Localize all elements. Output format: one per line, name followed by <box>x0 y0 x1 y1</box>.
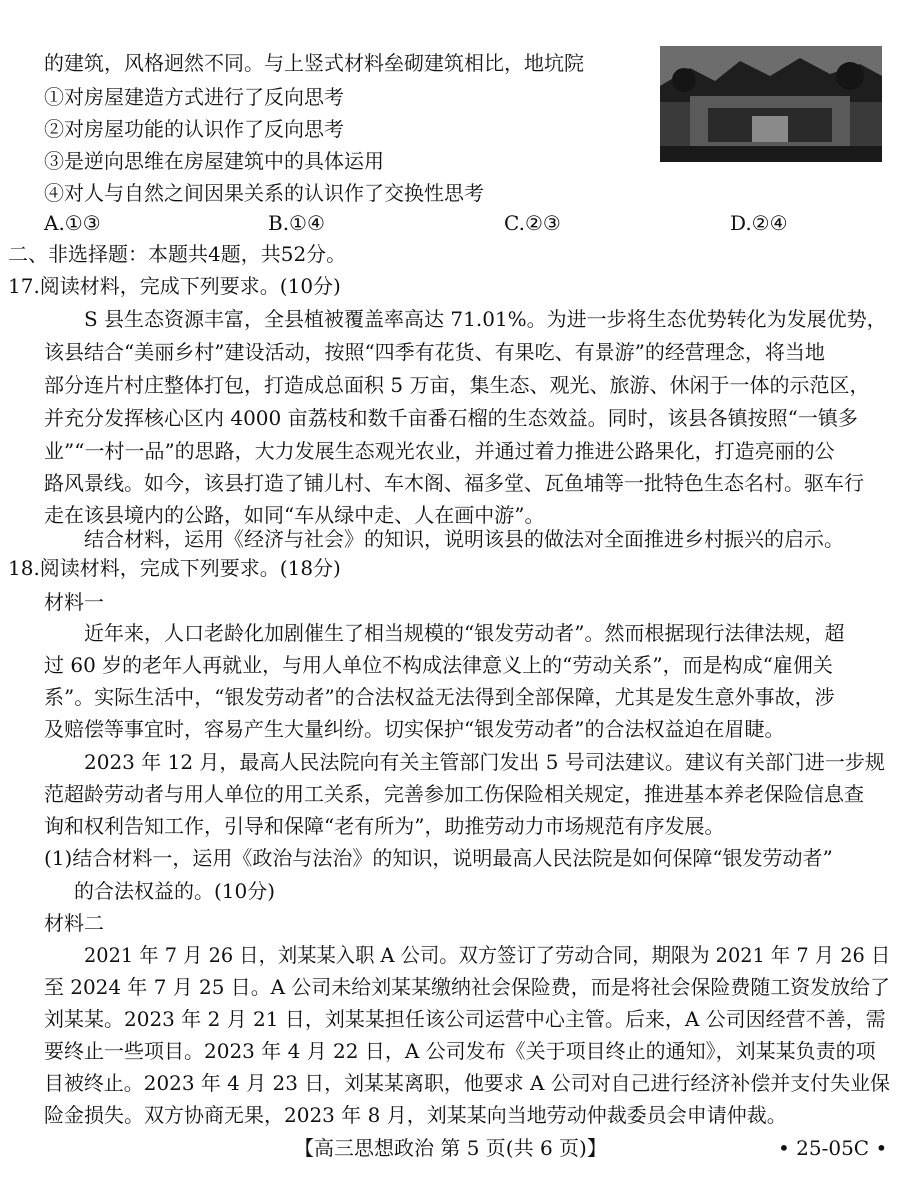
q18-material1-label: 材料一 <box>44 590 104 614</box>
q18-m1-line: 过 60 岁的老年人再就业，与用人单位不构成法律意义上的“劳动关系”，而是构成“雇佣关 <box>44 653 833 677</box>
q18-m2-line: 险金损失。双方协商无果，2023 年 8 月，刘某某向当地劳动仲裁委员会申请仲裁。 <box>44 1103 787 1127</box>
q18-m2-line: 目被终止。2023 年 4 月 23 日，刘某某离职，他要求 A 公司对自己进行经济补偿并支付失业保 <box>44 1071 890 1095</box>
q18-sub1-line: 的合法权益的。(10分) <box>74 879 276 903</box>
q18-sub1-line: (1)结合材料一，运用《政治与法治》的知识，说明最高人民法院是如何保障“银发劳动者” <box>44 846 833 870</box>
q16-statement-1: ①对房屋建造方式进行了反向思考 <box>44 85 344 109</box>
q17-para-line: 并充分发挥核心区内 4000 亩荔枝和数千亩番石榴的生态效益。同时，该县各镇按照“一镇多 <box>44 406 858 430</box>
q18-m1-line: 系”。实际生活中，“银发劳动者”的合法权益无法得到全部保障，尤其是发生意外事故，涉 <box>44 685 835 709</box>
q16-stem-end: 的建筑，风格迥然不同。与上竖式材料垒砌建筑相比，地坑院 <box>44 51 584 75</box>
q18-m1-line: 2023 年 12 月，最高人民法院向有关主管部门发出 5 号司法建议。建议有关部门进一步规 <box>84 750 885 774</box>
q17-question: 结合材料，运用《经济与社会》的知识，说明该县的做法对全面推进乡村振兴的启示。 <box>84 527 844 551</box>
q18-m2-line: 至 2024 年 7 月 25 日。A 公司未给刘某某缴纳社会保险费，而是将社会保险费随工资发放给了 <box>44 975 890 999</box>
q18-title: 18.阅读材料，完成下列要求。(18分) <box>8 556 341 580</box>
q17-para-line: 走在该县境内的公路，如同“车从绿中走、人在画中游”。 <box>44 503 545 527</box>
q16-statement-2: ②对房屋功能的认识作了反向思考 <box>44 117 344 141</box>
q18-m2-line: 2021 年 7 月 26 日，刘某某入职 A 公司。双方签订了劳动合同，期限为 2021 年 7 月 26 日 <box>84 943 891 967</box>
q18-m1-line: 询和权利告知工作，引导和保障“老有所为”，助推劳动力市场规范有序发展。 <box>44 814 725 838</box>
dikengyuan-photo <box>660 46 882 162</box>
q17-para-line: 路风景线。如今，该县打造了铺儿村、车木阁、福多堂、瓦鱼埔等一批特色生态名村。驱车行 <box>44 471 864 495</box>
q16-statement-4: ④对人与自然之间因果关系的认识作了交换性思考 <box>44 181 484 205</box>
q16-option-b: B.①④ <box>268 211 325 235</box>
q16-options <box>44 210 864 236</box>
q17-para-line: 该县结合“美丽乡村”建设活动，按照“四季有花货、有果吃、有景游”的经营理念，将当地 <box>44 340 825 364</box>
q16-option-a: A.①③ <box>44 211 101 235</box>
q18-m1-line: 范超龄劳动者与用人单位的用工关系，完善参加工伤保险相关规定，推进基本养老保险信息查 <box>44 782 864 806</box>
q16-option-c: C.②③ <box>504 211 561 235</box>
exam-code: • 25-05C • <box>778 1136 888 1160</box>
q17-para-line: 部分连片村庄整体打包，打造成总面积 5 万亩，集生态、观光、旅游、休闲于一体的示范区， <box>44 373 870 397</box>
q17-para-line: S 县生态资源丰富，全县植被覆盖率高达 71.01%。为进一步将生态优势转化为发展优势， <box>84 307 887 331</box>
q16-option-d: D.②④ <box>730 211 788 235</box>
q18-m2-line: 要终止一些项目。2023 年 4 月 22 日，A 公司发布《关于项目终止的通知》，刘某某负责的项 <box>44 1039 876 1063</box>
q18-m1-line: 近年来，人口老龄化加剧催生了相当规模的“银发劳动者”。然而根据现行法律法规，超 <box>84 621 845 645</box>
q18-material2-label: 材料二 <box>44 911 104 935</box>
q17-para-line: 业”“一村一品”的思路，大力发展生态观光农业，并通过着力推进公路果化，打造亮丽的公 <box>44 439 835 463</box>
q17-title: 17.阅读材料，完成下列要求。(10分) <box>8 274 341 298</box>
q18-m1-line: 及赔偿等事宜时，容易产生大量纠纷。切实保护“银发劳动者”的合法权益迫在眉睫。 <box>44 717 785 741</box>
section2-heading: 二、非选择题：本题共4题，共52分。 <box>8 242 347 266</box>
page-footer: 【高三思想政治 第 5 页(共 6 页)】 <box>294 1136 607 1160</box>
q18-m2-line: 刘某某。2023 年 2 月 21 日，刘某某担任该公司运营中心主管。后来，A 公司因经营不善，需 <box>44 1007 886 1031</box>
q16-statement-3: ③是逆向思维在房屋建筑中的具体运用 <box>44 149 384 173</box>
